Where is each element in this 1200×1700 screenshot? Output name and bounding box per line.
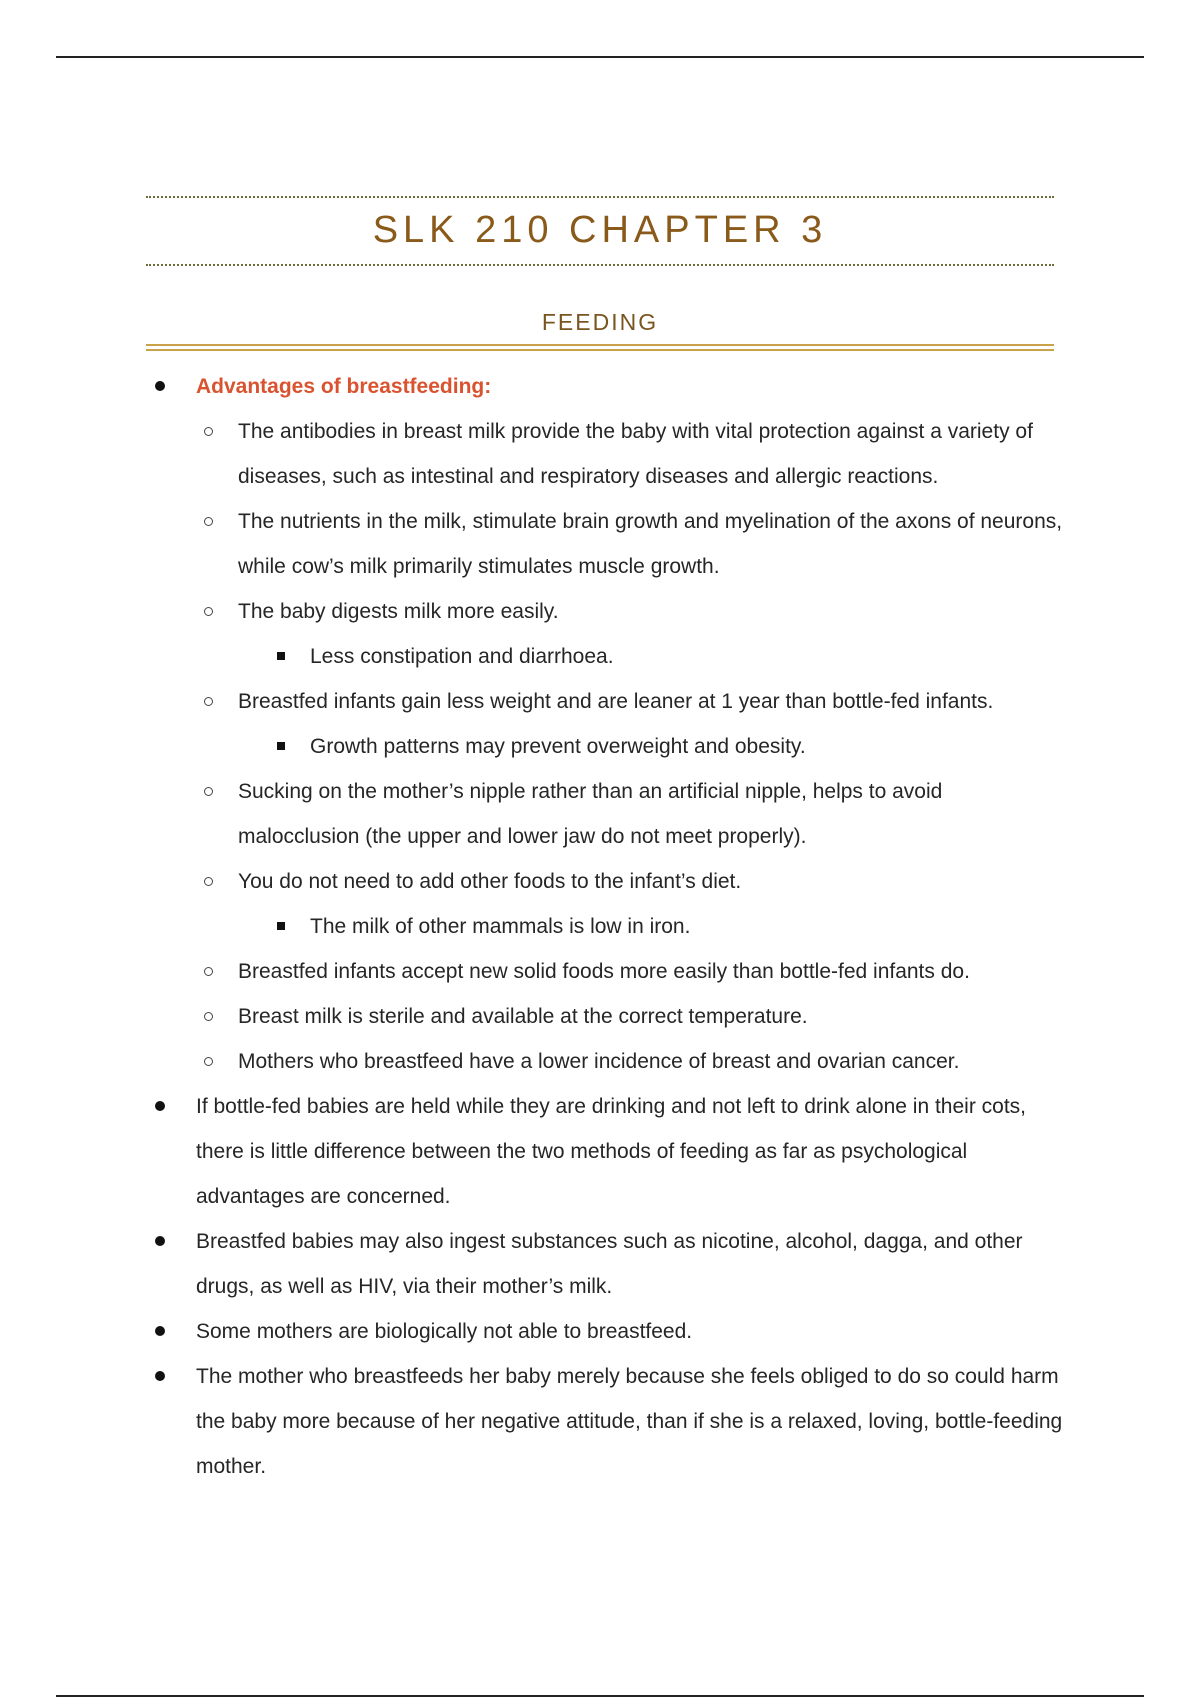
list-item <box>146 859 1066 904</box>
list-item <box>146 409 1066 499</box>
square-bullet-icon <box>277 652 285 660</box>
list-item-text: The milk of other mammals is low in iron. <box>310 915 691 938</box>
list-item <box>146 634 1066 679</box>
list-item-text: Sucking on the mother’s nipple rather than an artificial nipple, helps to avoid malocclusion (the upper and lower jaw do not meet properly). <box>238 780 943 848</box>
square-bullet-icon <box>277 742 285 750</box>
list-item-text: Breast milk is sterile and available at the correct temperature. <box>238 1005 808 1028</box>
bullet-icon <box>155 1326 165 1336</box>
list-item <box>146 1309 1066 1354</box>
list-item-text: Mothers who breastfeed have a lower incidence of breast and ovarian cancer. <box>238 1050 960 1073</box>
section-rule <box>146 344 1054 346</box>
list-item <box>146 1354 1066 1489</box>
list-item-text: If bottle-fed babies are held while they are drinking and not left to drink alone in their cots, there is little difference between the two methods of feeding as far as psychological advantages are concerned. <box>196 1095 1026 1208</box>
list-item <box>146 679 1066 724</box>
list-item <box>146 949 1066 994</box>
hollow-bullet-icon <box>204 1057 213 1066</box>
list-item-text: You do not need to add other foods to the infant’s diet. <box>238 870 742 893</box>
list-item-text: The antibodies in breast milk provide the baby with vital protection against a variety of diseases, such as intestinal and respiratory diseases and allergic reactions. <box>238 420 1033 488</box>
document-title: SLK 210 CHAPTER 3 <box>372 209 828 251</box>
section-rule <box>146 349 1054 351</box>
hollow-bullet-icon <box>204 877 213 886</box>
section-title: FEEDING <box>541 309 659 335</box>
bullet-icon <box>155 1101 165 1111</box>
title-bottom-dotted-rule <box>146 264 1054 266</box>
list-item-text: The nutrients in the milk, stimulate brain growth and myelination of the axons of neurons, while cow’s milk primarily stimulates muscle growth. <box>238 510 1063 578</box>
page-bottom-rule <box>56 1695 1144 1697</box>
square-bullet-icon <box>277 922 285 930</box>
bullet-list <box>146 364 1066 1489</box>
title-top-dotted-rule <box>146 196 1054 198</box>
bullet-icon <box>155 1371 165 1381</box>
list-item-text: Breastfed infants accept new solid foods more easily than bottle-fed infants do. <box>238 960 970 983</box>
list-item <box>146 589 1066 634</box>
list-item <box>146 1039 1066 1084</box>
hollow-bullet-icon <box>204 1012 213 1021</box>
bullet-icon <box>155 381 165 391</box>
hollow-bullet-icon <box>204 427 213 436</box>
hollow-bullet-icon <box>204 517 213 526</box>
list-item <box>146 1219 1066 1309</box>
title-band <box>146 196 1054 266</box>
list-item <box>146 724 1066 769</box>
list-item <box>146 499 1066 589</box>
list-item <box>146 904 1066 949</box>
list-item-text: The mother who breastfeeds her baby merely because she feels obliged to do so could harm the baby more because of her negative attitude, than if she is a relaxed, loving, bottle-feeding mother. <box>196 1365 1063 1478</box>
hollow-bullet-icon <box>204 967 213 976</box>
list-item <box>146 364 1066 409</box>
hollow-bullet-icon <box>204 787 213 796</box>
list-item-text: Growth patterns may prevent overweight and obesity. <box>310 735 806 758</box>
advantages-heading: Advantages of breastfeeding: <box>196 375 492 398</box>
page-top-rule <box>56 56 1144 58</box>
list-item-text: Some mothers are biologically not able to breastfeed. <box>196 1320 693 1343</box>
list-item <box>146 1084 1066 1219</box>
document-body <box>146 364 1066 1489</box>
list-item-text: The baby digests milk more easily. <box>238 600 559 623</box>
list-item-text: Breastfed babies may also ingest substances such as nicotine, alcohol, dagga, and other drugs, as well as HIV, via their mother’s milk. <box>196 1230 1023 1298</box>
list-item-text: Breastfed infants gain less weight and are leaner at 1 year than bottle-fed infants. <box>238 690 994 713</box>
hollow-bullet-icon <box>204 607 213 616</box>
list-item-text: Less constipation and diarrhoea. <box>310 645 614 668</box>
bullet-icon <box>155 1236 165 1246</box>
section-header <box>146 306 1054 351</box>
list-item <box>146 994 1066 1039</box>
hollow-bullet-icon <box>204 697 213 706</box>
list-item <box>146 769 1066 859</box>
